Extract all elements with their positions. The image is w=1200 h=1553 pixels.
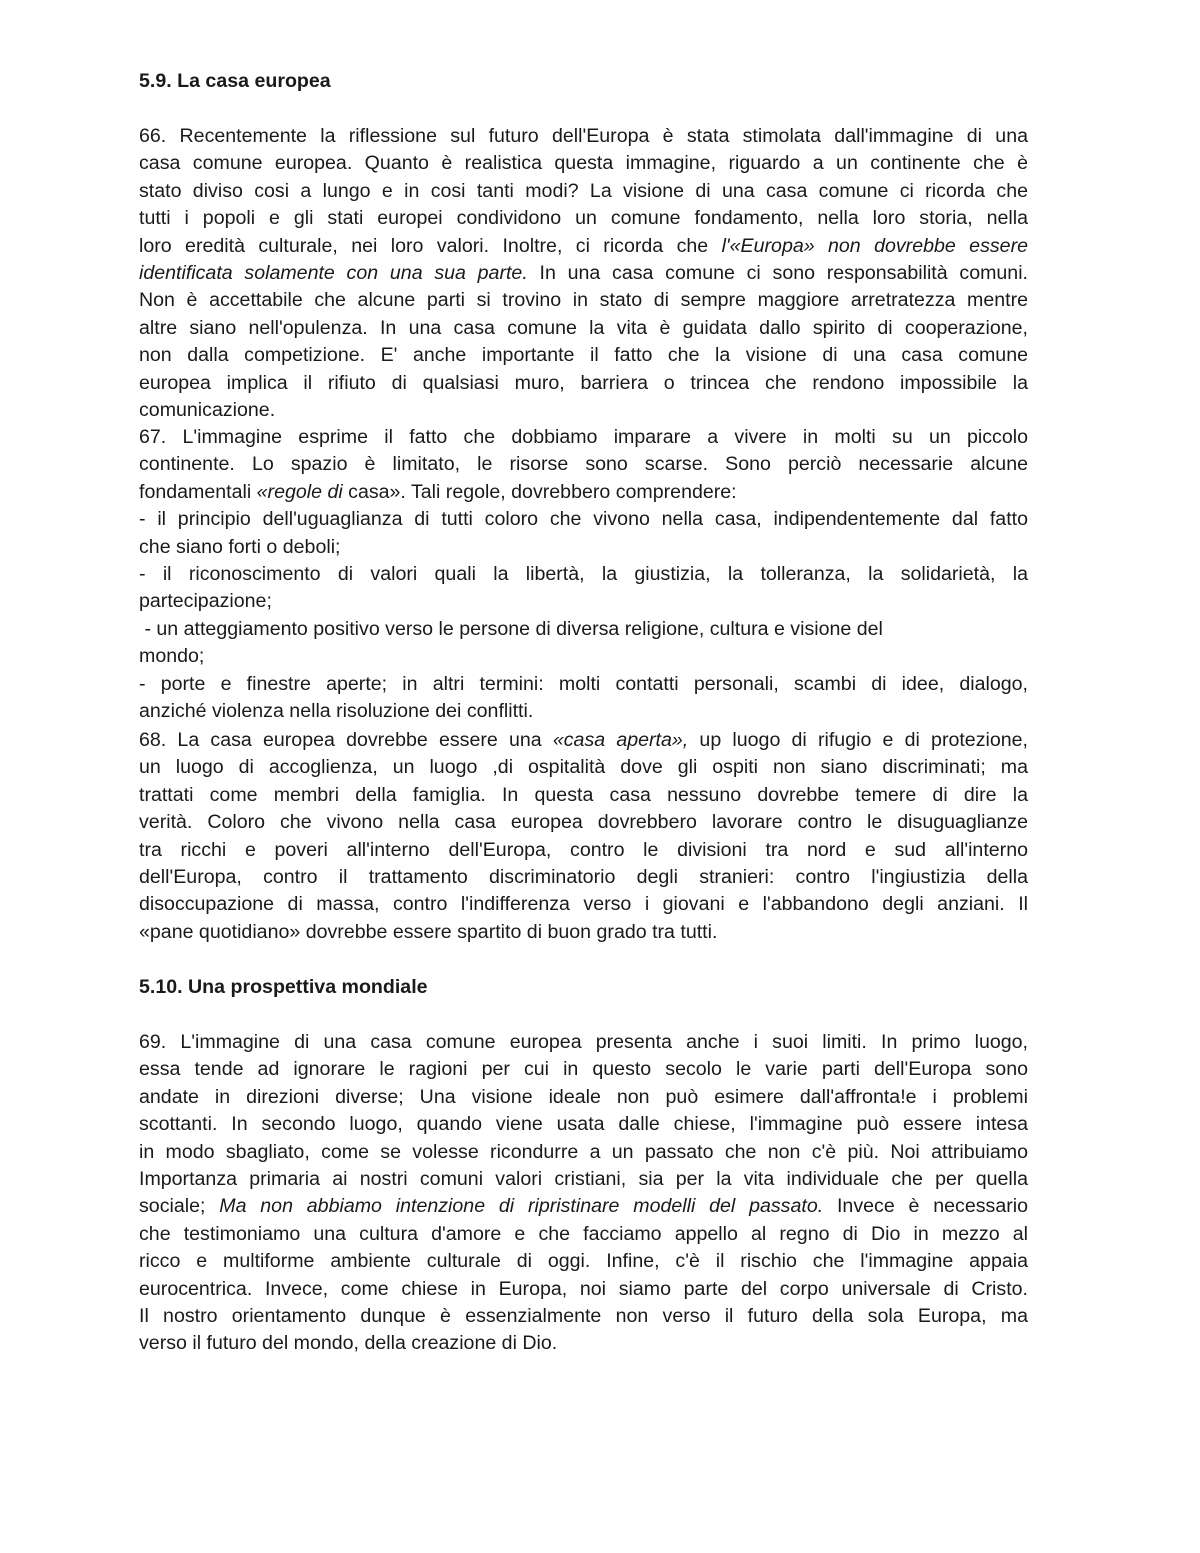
paragraph-66 bbox=[139, 123, 1028, 424]
text-line: comunicazione. bbox=[139, 399, 276, 422]
text-run: sociale; bbox=[139, 1195, 220, 1218]
paragraph-69 bbox=[139, 1029, 1028, 1358]
list-item-line: anziché violenza nella risoluzione dei conflitti. bbox=[139, 700, 534, 723]
text-line: non dalla competizione. E' anche importante il fatto che la visione di una casa comune bbox=[139, 344, 1028, 367]
text-line: «pane quotidiano» dovrebbe essere spartito di buon grado tra tutti. bbox=[139, 920, 718, 943]
text-line: europea implica il rifiuto di qualsiasi muro, barriera o trincea che rendono impossibile la bbox=[139, 371, 1028, 394]
text-line: essa tende ad ignorare le ragioni per cui in questo secolo le varie parti dell'Europa sono bbox=[139, 1058, 1028, 1081]
text-line: casa comune europea. Quanto è realistica questa immagine, riguardo a un continente che è bbox=[139, 152, 1028, 175]
text-run: fondamentali bbox=[139, 480, 257, 503]
text-line bbox=[139, 727, 1028, 754]
italic-run: «regole di bbox=[256, 480, 343, 503]
text-line: stato diviso cosi a lungo e in cosi tanti modi? La visione di una casa comune ci ricorda che bbox=[139, 179, 1028, 202]
list-item-line: - il riconoscimento di valori quali la libertà, la giustizia, la tolleranza, la solidarietà, la bbox=[139, 563, 1028, 586]
text-run: up luogo di rifugio e di protezione, bbox=[688, 729, 1028, 751]
text-line: disoccupazione di massa, contro l'indifferenza verso i giovani e l'abbandono degli anziani. Il bbox=[139, 893, 1028, 916]
text-line bbox=[139, 233, 1028, 260]
text-line: continente. Lo spazio è limitato, le risorse sono scarse. Sono perciò necessarie alcune bbox=[139, 453, 1028, 476]
italic-run: l'«Europa» non dovrebbe essere bbox=[721, 234, 1028, 257]
text-run: casa». Tali regole, dovrebbero comprendere: bbox=[342, 480, 737, 503]
text-run: In una casa comune ci sono responsabilità comuni. bbox=[527, 262, 1028, 285]
italic-run: identificata solamente con una sua parte. bbox=[139, 262, 528, 285]
text-line: eurocentrica. Invece, come chiese in Europa, noi siamo parte del corpo universale di Cristo. bbox=[139, 1277, 1028, 1300]
text-line: Non è accettabile che alcune parti si trovino in stato di sempre maggiore arretratezza mentre bbox=[139, 289, 1028, 312]
text-line bbox=[139, 479, 1028, 506]
paragraph-67 bbox=[139, 424, 1028, 725]
italic-run: Ma non abbiamo intenzione di ripristinare modelli del passato. bbox=[219, 1195, 824, 1218]
text-run: Invece è necessario bbox=[823, 1195, 1028, 1218]
text-line: verso il futuro del mondo, della creazione di Dio. bbox=[139, 1332, 558, 1355]
text-line: trattati come membri della famiglia. In questa casa nessuno dovrebbe temere di dire la bbox=[139, 783, 1028, 806]
list-item-line: - porte e finestre aperte; in altri termini: molti contatti personali, scambi di idee, dialogo, bbox=[139, 672, 1028, 695]
text-line bbox=[139, 260, 1028, 287]
text-line: tutti i popoli e gli stati europei condividono un comune fondamento, nella loro storia, nella bbox=[139, 207, 1028, 230]
text-line: 67. L'immagine esprime il fatto che dobbiamo imparare a vivere in molti su un piccolo bbox=[139, 426, 1028, 448]
italic-run: «casa aperta», bbox=[552, 729, 689, 751]
text-line: un luogo di accoglienza, un luogo ,di ospitalità dove gli ospiti non siano discriminati; ma bbox=[139, 756, 1028, 779]
text-line: scottanti. In secondo luogo, quando viene usata dalle chiese, l'immagine può essere intesa bbox=[139, 1113, 1028, 1136]
text-line: tra ricchi e poveri all'interno dell'Europa, contro le divisioni tra nord e sud all'interno bbox=[139, 838, 1028, 861]
text-line: in modo sbagliato, come se volesse ricondurre a un passato che non c'è più. Noi attribuiamo bbox=[139, 1140, 1028, 1163]
list-item-line: partecipazione; bbox=[139, 590, 272, 613]
text-line: altre siano nell'opulenza. In una casa comune la vita è guidata dallo spirito di cooperazione, bbox=[139, 316, 1028, 339]
text-line: ricco e multiforme ambiente culturale di oggi. Infine, c'è il rischio che l'immagine appaia bbox=[139, 1250, 1028, 1273]
paragraph-68 bbox=[139, 727, 1028, 946]
section-heading-5-10: 5.10. Una prospettiva mondiale bbox=[139, 976, 428, 998]
text-line: che testimoniamo una cultura d'amore e che facciamo appello al regno di Dio in mezzo al bbox=[139, 1222, 1028, 1245]
text-line: dell'Europa, contro il trattamento discriminatorio degli stranieri: contro l'ingiustizia della bbox=[139, 866, 1028, 889]
text-line: Importanza primaria ai nostri comuni valori cristiani, sia per la vita individuale che per quella bbox=[139, 1168, 1028, 1191]
text-line bbox=[139, 1193, 1028, 1220]
text-line: Il nostro orientamento dunque è essenzialmente non verso il futuro della sola Europa, ma bbox=[139, 1305, 1028, 1328]
list-item-line: - un atteggiamento positivo verso le persone di diversa religione, cultura e visione del bbox=[139, 617, 883, 640]
text-run: 68. La casa europea dovrebbe essere una bbox=[139, 729, 553, 751]
text-line: 66. Recentemente la riflessione sul futuro dell'Europa è stata stimolata dall'immagine di una bbox=[139, 125, 1028, 147]
list-item-line: che siano forti o deboli; bbox=[139, 535, 341, 558]
text-line: verità. Coloro che vivono nella casa europea dovrebbero lavorare contro le disuguaglianze bbox=[139, 811, 1028, 834]
list-item-line: - il principio dell'uguaglianza di tutti coloro che vivono nella casa, indipendentemente dal fatto bbox=[139, 508, 1028, 531]
text-line: andate in direzioni diverse; Una visione ideale non può esimere dall'affronta!e i problemi bbox=[139, 1085, 1028, 1108]
list-item-line: mondo; bbox=[139, 645, 205, 668]
section-heading-5-9: 5.9. La casa europea bbox=[139, 70, 331, 92]
text-line: 69. L'immagine di una casa comune europea presenta anche i suoi limiti. In primo luogo, bbox=[139, 1031, 1028, 1053]
text-run: loro eredità culturale, nei loro valori. Inoltre, ci ricorda che bbox=[139, 234, 722, 257]
